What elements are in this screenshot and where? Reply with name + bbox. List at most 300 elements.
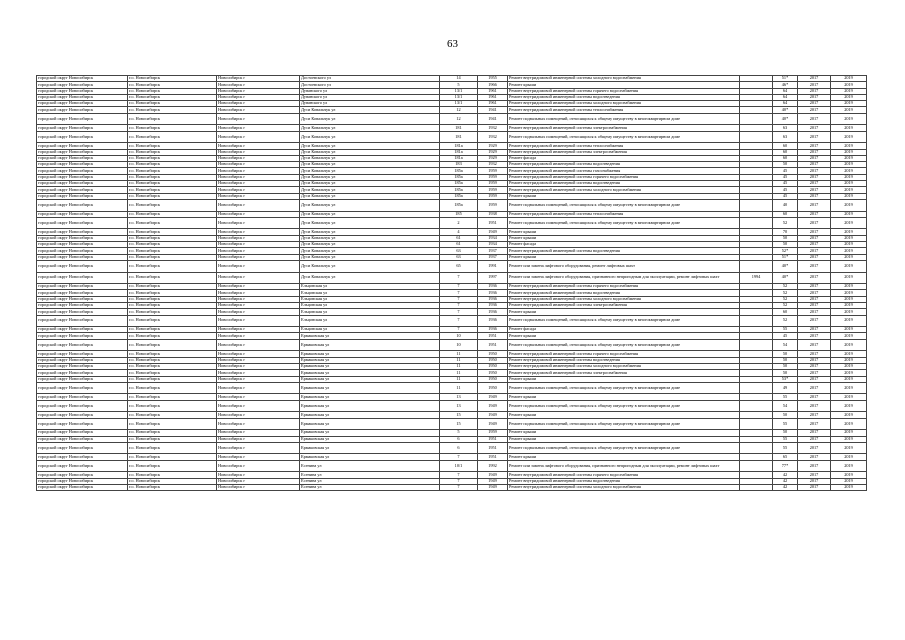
year-from-cell: 2017 <box>798 454 831 460</box>
year-to-cell: 2019 <box>831 76 867 82</box>
repair-schedule-table <box>36 75 866 491</box>
municipality-cell: г.о. Новосибирск <box>128 412 217 418</box>
year-from-cell: 2017 <box>798 357 831 363</box>
work-type-cell: Ремонт крыши <box>508 412 740 418</box>
table-row <box>37 382 867 394</box>
municipality-cell: г.о. Новосибирск <box>128 76 217 82</box>
city-cell: Новосибирск г <box>217 229 300 235</box>
work-type-cell: Ремонт крыши <box>508 436 740 442</box>
house-cell: 7 <box>440 472 478 478</box>
district-cell: городской округ Новосибирск <box>37 394 128 400</box>
house-cell: 11 <box>440 351 478 357</box>
year-from-cell: 2017 <box>798 131 831 143</box>
city-cell: Новосибирск г <box>217 217 300 229</box>
built-year-cell: 1959 <box>478 181 508 187</box>
year-to-cell: 2019 <box>831 284 867 290</box>
district-cell: городской округ Новосибирск <box>37 302 128 308</box>
work-type-cell: Ремонт подвальных помещений, относящихся к общему имуществу в многоквартирном доме <box>508 199 740 211</box>
work-type-cell: Ремонт внутридомовой инженерной системы теплоснабжения <box>508 143 740 149</box>
work-type-cell: Ремонт внутридомовой инженерной системы теплоснабжения <box>508 107 740 113</box>
work-type-cell: Ремонт внутридомовой инженерной системы водоотведения <box>508 478 740 484</box>
year-to-cell: 2019 <box>831 442 867 454</box>
work-type-cell: Ремонт крыши <box>508 235 740 241</box>
city-cell: Новосибирск г <box>217 370 300 376</box>
year-to-cell: 2019 <box>831 131 867 143</box>
city-cell: Новосибирск г <box>217 174 300 180</box>
year-from-cell: 2017 <box>798 296 831 302</box>
house-cell: 185а <box>440 174 478 180</box>
table-row <box>37 315 867 327</box>
year-to-cell: 2019 <box>831 400 867 412</box>
built-year-cell: 1951 <box>478 333 508 339</box>
table-row <box>37 272 867 284</box>
house-cell: 10 <box>440 339 478 351</box>
year-from-cell: 2017 <box>798 254 831 260</box>
municipality-cell: г.о. Новосибирск <box>128 149 217 155</box>
year-from-cell: 2017 <box>798 272 831 284</box>
house-cell: 15 <box>440 412 478 418</box>
house-cell: 185а <box>440 199 478 211</box>
street-cell: Дуси Ковальчук ул <box>300 272 440 284</box>
year-from-cell: 2017 <box>798 315 831 327</box>
city-cell: Новосибирск г <box>217 363 300 369</box>
work-type-cell: Ремонт подвальных помещений, относящихся к общему имуществу в многоквартирном доме <box>508 382 740 394</box>
street-cell: Достоевского ул <box>300 82 440 88</box>
municipality-cell: г.о. Новосибирск <box>128 260 217 272</box>
municipality-cell: г.о. Новосибирск <box>128 376 217 382</box>
street-cell: Ельцовская ул <box>300 309 440 315</box>
year-from-cell: 2017 <box>798 107 831 113</box>
district-cell: городской округ Новосибирск <box>37 333 128 339</box>
municipality-cell: г.о. Новосибирск <box>128 181 217 187</box>
district-cell: городской округ Новосибирск <box>37 442 128 454</box>
built-year-cell: 1941 <box>478 107 508 113</box>
year-to-cell: 2019 <box>831 162 867 168</box>
house-cell: 7 <box>440 296 478 302</box>
street-cell: Дуванского ул <box>300 94 440 100</box>
street-cell: Ермаковская ул <box>300 454 440 460</box>
year-from-cell: 2017 <box>798 113 831 125</box>
year-from-cell: 2017 <box>798 217 831 229</box>
district-cell: городской округ Новосибирск <box>37 107 128 113</box>
street-cell: Есенина ул <box>300 472 440 478</box>
municipality-cell: г.о. Новосибирск <box>128 168 217 174</box>
street-cell: Дуванского ул <box>300 88 440 94</box>
district-cell: городской округ Новосибирск <box>37 478 128 484</box>
district-cell: городской округ Новосибирск <box>37 193 128 199</box>
municipality-cell: г.о. Новосибирск <box>128 460 217 472</box>
cost-cell: 52 <box>773 302 798 308</box>
year-to-cell: 2019 <box>831 107 867 113</box>
built-year-cell: 1961 <box>478 94 508 100</box>
year-from-cell: 2017 <box>798 478 831 484</box>
municipality-cell: г.о. Новосибирск <box>128 472 217 478</box>
built-year-cell: 1936 <box>478 327 508 333</box>
cost-cell: 40* <box>773 260 798 272</box>
district-cell: городской округ Новосибирск <box>37 484 128 490</box>
cost-cell: 50 <box>773 357 798 363</box>
street-cell: Дуси Ковальчук ул <box>300 181 440 187</box>
house-cell: 13/1 <box>440 101 478 107</box>
city-cell: Новосибирск г <box>217 376 300 382</box>
table-row <box>37 460 867 472</box>
house-cell: 185а <box>440 168 478 174</box>
house-cell: 7 <box>440 290 478 296</box>
street-cell: Ермаковская ул <box>300 357 440 363</box>
house-cell: 7 <box>440 302 478 308</box>
year-to-cell: 2019 <box>831 272 867 284</box>
district-cell: городской округ Новосибирск <box>37 296 128 302</box>
year-from-cell: 2017 <box>798 442 831 454</box>
municipality-cell: г.о. Новосибирск <box>128 88 217 94</box>
house-cell: 7 <box>440 484 478 490</box>
street-cell: Дуси Ковальчук ул <box>300 162 440 168</box>
municipality-cell: г.о. Новосибирск <box>128 454 217 460</box>
cost-cell: 40* <box>773 107 798 113</box>
work-type-cell: Ремонт подвальных помещений, относящихся к общему имуществу в многоквартирном доме <box>508 339 740 351</box>
area-cell <box>740 113 773 125</box>
year-from-cell: 2017 <box>798 460 831 472</box>
cost-cell: 60 <box>773 309 798 315</box>
year-to-cell: 2019 <box>831 193 867 199</box>
municipality-cell: г.о. Новосибирск <box>128 363 217 369</box>
house-cell: 7 <box>440 309 478 315</box>
year-to-cell: 2019 <box>831 181 867 187</box>
district-cell: городской округ Новосибирск <box>37 254 128 260</box>
table-row <box>37 260 867 272</box>
house-cell: 13/1 <box>440 88 478 94</box>
cost-cell: 42 <box>773 478 798 484</box>
built-year-cell: 1949 <box>478 394 508 400</box>
table-body <box>37 76 867 491</box>
city-cell: Новосибирск г <box>217 484 300 490</box>
house-cell: 7 <box>440 315 478 327</box>
district-cell: городской округ Новосибирск <box>37 248 128 254</box>
built-year-cell: 1951 <box>478 454 508 460</box>
built-year-cell: 1992 <box>478 460 508 472</box>
cost-cell: 52 <box>773 284 798 290</box>
municipality-cell: г.о. Новосибирск <box>128 357 217 363</box>
cost-cell: 45 <box>773 174 798 180</box>
cost-cell: 40* <box>773 113 798 125</box>
street-cell: Ельцовская ул <box>300 290 440 296</box>
cost-cell: 50 <box>773 235 798 241</box>
city-cell: Новосибирск г <box>217 290 300 296</box>
municipality-cell: г.о. Новосибирск <box>128 302 217 308</box>
work-type-cell: Ремонт внутридомовой инженерной системы теплоснабжения <box>508 211 740 217</box>
district-cell: городской округ Новосибирск <box>37 454 128 460</box>
cost-cell: 49 <box>773 382 798 394</box>
district-cell: городской округ Новосибирск <box>37 315 128 327</box>
area-cell <box>740 339 773 351</box>
built-year-cell: 1950 <box>478 376 508 382</box>
house-cell: 185а <box>440 187 478 193</box>
city-cell: Новосибирск г <box>217 149 300 155</box>
year-from-cell: 2017 <box>798 76 831 82</box>
year-to-cell: 2019 <box>831 412 867 418</box>
cost-cell: 60 <box>773 149 798 155</box>
street-cell: Дуси Ковальчук ул <box>300 174 440 180</box>
cost-cell: 40* <box>773 272 798 284</box>
house-cell: 181а <box>440 143 478 149</box>
city-cell: Новосибирск г <box>217 125 300 131</box>
built-year-cell: 1959 <box>478 193 508 199</box>
house-cell: 7 <box>440 284 478 290</box>
municipality-cell: г.о. Новосибирск <box>128 315 217 327</box>
city-cell: Новосибирск г <box>217 284 300 290</box>
district-cell: городской округ Новосибирск <box>37 94 128 100</box>
built-year-cell: 1951 <box>478 339 508 351</box>
built-year-cell: 1949 <box>478 472 508 478</box>
built-year-cell: 1941 <box>478 113 508 125</box>
built-year-cell: 1929 <box>478 155 508 161</box>
street-cell: Дуси Ковальчук ул <box>300 155 440 161</box>
year-to-cell: 2019 <box>831 309 867 315</box>
house-cell: 15 <box>440 418 478 430</box>
city-cell: Новосибирск г <box>217 162 300 168</box>
cost-cell: 53* <box>773 376 798 382</box>
cost-cell: 55 <box>773 436 798 442</box>
cost-cell: 54 <box>773 339 798 351</box>
year-to-cell: 2019 <box>831 382 867 394</box>
year-to-cell: 2019 <box>831 290 867 296</box>
year-from-cell: 2017 <box>798 229 831 235</box>
house-cell: 11 <box>440 363 478 369</box>
work-type-cell: Ремонт внутридомовой инженерной системы газоснабжения <box>508 168 740 174</box>
table-row <box>37 442 867 454</box>
cost-cell: 55 <box>773 418 798 430</box>
year-from-cell: 2017 <box>798 484 831 490</box>
year-from-cell: 2017 <box>798 242 831 248</box>
street-cell: Ермаковская ул <box>300 400 440 412</box>
house-cell: 5 <box>440 82 478 88</box>
district-cell: городской округ Новосибирск <box>37 309 128 315</box>
district-cell: городской округ Новосибирск <box>37 400 128 412</box>
district-cell: городской округ Новосибирск <box>37 155 128 161</box>
year-from-cell: 2017 <box>798 376 831 382</box>
work-type-cell: Ремонт крыши <box>508 394 740 400</box>
cost-cell: 50 <box>773 351 798 357</box>
area-cell: 1994 <box>740 272 773 284</box>
work-type-cell: Ремонт крыши <box>508 229 740 235</box>
built-year-cell: 1936 <box>478 315 508 327</box>
year-to-cell: 2019 <box>831 113 867 125</box>
municipality-cell: г.о. Новосибирск <box>128 430 217 436</box>
cost-cell: 63 <box>773 125 798 131</box>
cost-cell: 46* <box>773 82 798 88</box>
cost-cell: 50 <box>773 242 798 248</box>
work-type-cell: Ремонт фасада <box>508 155 740 161</box>
house-cell: 181 <box>440 131 478 143</box>
year-to-cell: 2019 <box>831 370 867 376</box>
year-from-cell: 2017 <box>798 168 831 174</box>
year-from-cell: 2017 <box>798 333 831 339</box>
work-type-cell: Ремонт внутридомовой инженерной системы горячего водоснабжения <box>508 351 740 357</box>
cost-cell: 77* <box>773 460 798 472</box>
cost-cell: 45 <box>773 193 798 199</box>
work-type-cell: Ремонт крыши <box>508 193 740 199</box>
year-to-cell: 2019 <box>831 260 867 272</box>
work-type-cell: Ремонт внутридомовой инженерной системы водоотведения <box>508 357 740 363</box>
area-cell <box>740 400 773 412</box>
work-type-cell: Ремонт или замена лифтового оборудования, признанного непригодным для эксплуатации, ремонт лифтовых шахт <box>508 272 740 284</box>
city-cell: Новосибирск г <box>217 76 300 82</box>
built-year-cell: 1932 <box>478 131 508 143</box>
city-cell: Новосибирск г <box>217 382 300 394</box>
municipality-cell: г.о. Новосибирск <box>128 217 217 229</box>
house-cell: 11 <box>440 382 478 394</box>
year-to-cell: 2019 <box>831 436 867 442</box>
year-from-cell: 2017 <box>798 155 831 161</box>
city-cell: Новосибирск г <box>217 327 300 333</box>
district-cell: городской округ Новосибирск <box>37 131 128 143</box>
city-cell: Новосибирск г <box>217 400 300 412</box>
work-type-cell: Ремонт крыши <box>508 430 740 436</box>
house-cell: 4 <box>440 229 478 235</box>
year-to-cell: 2019 <box>831 242 867 248</box>
year-to-cell: 2019 <box>831 217 867 229</box>
built-year-cell: 1949 <box>478 412 508 418</box>
city-cell: Новосибирск г <box>217 193 300 199</box>
built-year-cell: 1961 <box>478 101 508 107</box>
house-cell: 13 <box>440 400 478 412</box>
street-cell: Дуси Ковальчук ул <box>300 125 440 131</box>
district-cell: городской округ Новосибирск <box>37 174 128 180</box>
house-cell: 5 <box>440 430 478 436</box>
work-type-cell: Ремонт внутридомовой инженерной системы горячего водоснабжения <box>508 88 740 94</box>
municipality-cell: г.о. Новосибирск <box>128 290 217 296</box>
district-cell: городской округ Новосибирск <box>37 199 128 211</box>
year-to-cell: 2019 <box>831 143 867 149</box>
cost-cell: 50 <box>773 430 798 436</box>
municipality-cell: г.о. Новосибирск <box>128 101 217 107</box>
work-type-cell: Ремонт крыши <box>508 333 740 339</box>
work-type-cell: Ремонт внутридомовой инженерной системы электроснабжения <box>508 370 740 376</box>
year-to-cell: 2019 <box>831 94 867 100</box>
cost-cell: 54 <box>773 400 798 412</box>
district-cell: городской округ Новосибирск <box>37 149 128 155</box>
street-cell: Есенина ул <box>300 484 440 490</box>
municipality-cell: г.о. Новосибирск <box>128 436 217 442</box>
city-cell: Новосибирск г <box>217 296 300 302</box>
district-cell: городской округ Новосибирск <box>37 187 128 193</box>
built-year-cell: 1949 <box>478 418 508 430</box>
district-cell: городской округ Новосибирск <box>37 88 128 94</box>
city-cell: Новосибирск г <box>217 88 300 94</box>
district-cell: городской округ Новосибирск <box>37 211 128 217</box>
year-from-cell: 2017 <box>798 181 831 187</box>
year-to-cell: 2019 <box>831 101 867 107</box>
built-year-cell: 1929 <box>478 149 508 155</box>
built-year-cell: 1950 <box>478 382 508 394</box>
cost-cell: 51* <box>773 76 798 82</box>
work-type-cell: Ремонт фасада <box>508 242 740 248</box>
municipality-cell: г.о. Новосибирск <box>128 242 217 248</box>
year-to-cell: 2019 <box>831 199 867 211</box>
work-type-cell: Ремонт внутридомовой инженерной системы горячего водоснабжения <box>508 284 740 290</box>
year-from-cell: 2017 <box>798 235 831 241</box>
district-cell: городской округ Новосибирск <box>37 382 128 394</box>
year-to-cell: 2019 <box>831 88 867 94</box>
cost-cell: 70 <box>773 229 798 235</box>
area-cell <box>740 418 773 430</box>
year-from-cell: 2017 <box>798 327 831 333</box>
street-cell: Дуси Ковальчук ул <box>300 143 440 149</box>
cost-cell: 40 <box>773 199 798 211</box>
municipality-cell: г.о. Новосибирск <box>128 107 217 113</box>
built-year-cell: 1937 <box>478 254 508 260</box>
work-type-cell: Ремонт внутридомовой инженерной системы горячего водоснабжения <box>508 174 740 180</box>
built-year-cell: 1932 <box>478 125 508 131</box>
city-cell: Новосибирск г <box>217 351 300 357</box>
city-cell: Новосибирск г <box>217 339 300 351</box>
street-cell: Дуси Ковальчук ул <box>300 193 440 199</box>
city-cell: Новосибирск г <box>217 143 300 149</box>
work-type-cell: Ремонт подвальных помещений, относящихся к общему имуществу в многоквартирном доме <box>508 131 740 143</box>
city-cell: Новосибирск г <box>217 418 300 430</box>
area-cell <box>740 442 773 454</box>
municipality-cell: г.о. Новосибирск <box>128 162 217 168</box>
built-year-cell: 1950 <box>478 351 508 357</box>
street-cell: Ермаковская ул <box>300 418 440 430</box>
cost-cell: 63 <box>773 131 798 143</box>
street-cell: Дуси Ковальчук ул <box>300 199 440 211</box>
district-cell: городской округ Новосибирск <box>37 260 128 272</box>
district-cell: городской округ Новосибирск <box>37 363 128 369</box>
city-cell: Новосибирск г <box>217 442 300 454</box>
street-cell: Дуси Ковальчук ул <box>300 211 440 217</box>
table-row <box>37 400 867 412</box>
street-cell: Дуванского ул <box>300 101 440 107</box>
data-table <box>36 75 867 491</box>
municipality-cell: г.о. Новосибирск <box>128 351 217 357</box>
cost-cell: 60 <box>773 155 798 161</box>
year-from-cell: 2017 <box>798 199 831 211</box>
year-from-cell: 2017 <box>798 472 831 478</box>
cost-cell: 52 <box>773 290 798 296</box>
city-cell: Новосибирск г <box>217 430 300 436</box>
built-year-cell: 1949 <box>478 229 508 235</box>
municipality-cell: г.о. Новосибирск <box>128 309 217 315</box>
page-number: 63 <box>447 38 458 50</box>
cost-cell: 64 <box>773 88 798 94</box>
municipality-cell: г.о. Новосибирск <box>128 229 217 235</box>
year-to-cell: 2019 <box>831 248 867 254</box>
year-from-cell: 2017 <box>798 284 831 290</box>
municipality-cell: г.о. Новосибирск <box>128 193 217 199</box>
table-row <box>37 339 867 351</box>
street-cell: Дуси Ковальчук ул <box>300 113 440 125</box>
city-cell: Новосибирск г <box>217 460 300 472</box>
city-cell: Новосибирск г <box>217 248 300 254</box>
district-cell: городской округ Новосибирск <box>37 436 128 442</box>
district-cell: городской округ Новосибирск <box>37 472 128 478</box>
district-cell: городской округ Новосибирск <box>37 418 128 430</box>
year-to-cell: 2019 <box>831 296 867 302</box>
district-cell: городской округ Новосибирск <box>37 125 128 131</box>
year-from-cell: 2017 <box>798 370 831 376</box>
built-year-cell: 1936 <box>478 290 508 296</box>
municipality-cell: г.о. Новосибирск <box>128 94 217 100</box>
built-year-cell: 1932 <box>478 162 508 168</box>
cost-cell: 42 <box>773 484 798 490</box>
built-year-cell: 1961 <box>478 88 508 94</box>
house-cell: 185а <box>440 193 478 199</box>
area-cell <box>740 217 773 229</box>
year-to-cell: 2019 <box>831 418 867 430</box>
work-type-cell: Ремонт внутридомовой инженерной системы электроснабжения <box>508 149 740 155</box>
built-year-cell: 1936 <box>478 296 508 302</box>
